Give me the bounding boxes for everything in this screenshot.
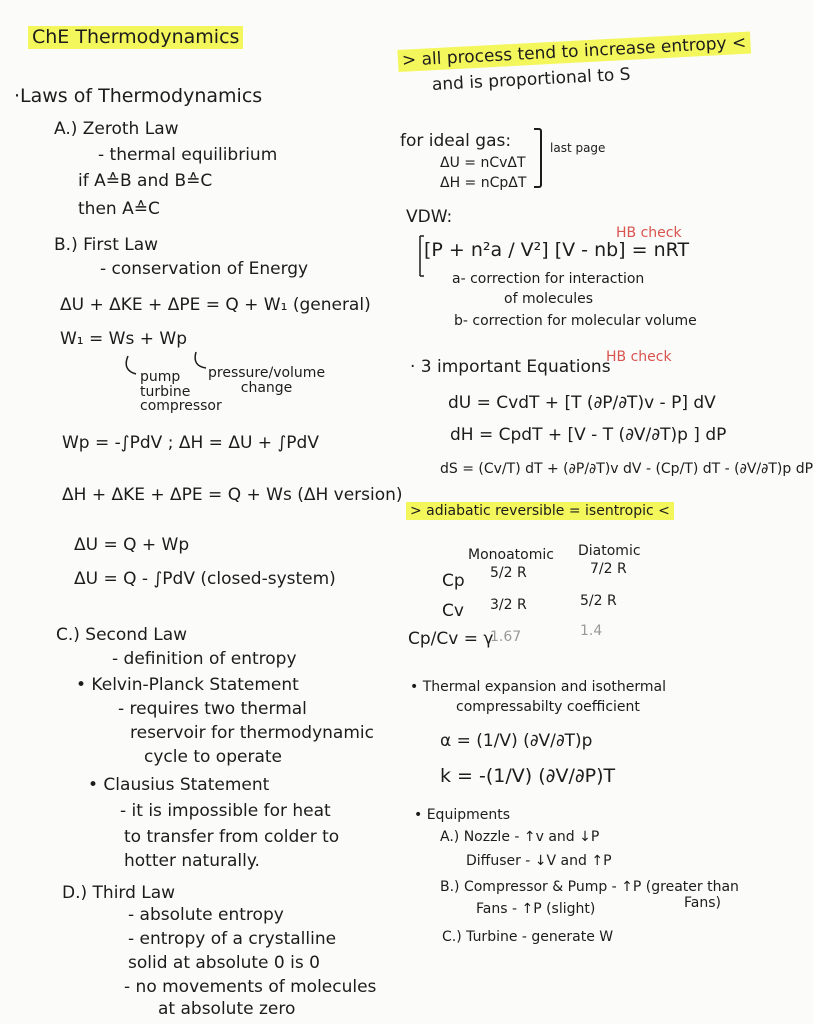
expansion-heading-2: compressabilty coefficient xyxy=(456,699,640,715)
equipment-line: Diffuser - ↓V and ↑P xyxy=(466,853,612,869)
eq-h: ΔH + ΔKE + ΔPE = Q + Ws (ΔH version) xyxy=(62,485,403,505)
adiabatic-note-text: > adiabatic reversible = isentropic < xyxy=(406,502,674,520)
table-cell: 1.4 xyxy=(580,623,603,639)
three-eq-check: HB check xyxy=(606,349,672,365)
eq-u1: ΔU = Q + Wp xyxy=(74,535,190,555)
second-line: - requires two thermal xyxy=(118,699,307,719)
third-line: at absolute zero xyxy=(158,999,296,1019)
wp-note: pressure/volume change xyxy=(208,365,326,396)
first-law-sub: - conservation of Energy xyxy=(100,259,309,279)
equipment-line: A.) Nozzle - ↑v and ↓P xyxy=(440,829,600,845)
eq-w1: W₁ = Ws + Wp xyxy=(60,329,187,349)
alpha-eq: α = (1/V) (∂V/∂T)p xyxy=(440,731,593,751)
vdw-eq: [P + n²a / V²] [V - nb] = nRT xyxy=(424,239,690,261)
arrow-curve-icon xyxy=(126,356,136,374)
zeroth-line: then A≙C xyxy=(78,199,160,219)
table-cell: 1.67 xyxy=(490,629,522,645)
second-line: - definition of entropy xyxy=(112,649,297,669)
zeroth-law-heading: A.) Zeroth Law xyxy=(54,119,179,139)
zeroth-line: - thermal equilibrium xyxy=(98,145,278,165)
second-law-heading: C.) Second Law xyxy=(56,625,188,645)
vdw-a-note: a- correction for interaction xyxy=(452,271,645,287)
three-eq-heading: · 3 important Equations xyxy=(410,357,611,377)
first-law-heading: B.) First Law xyxy=(54,235,159,255)
equipment-line: Fans) xyxy=(684,895,721,911)
expansion-heading: • Thermal expansion and isothermal xyxy=(410,679,667,695)
third-law-heading: D.) Third Law xyxy=(62,883,176,903)
eq-u2: ΔU = Q - ∫PdV (closed-system) xyxy=(74,569,336,589)
table-row-label: Cp xyxy=(442,571,465,591)
third-line: - entropy of a crystalline xyxy=(128,929,337,949)
laws-heading: ·Laws of Thermodynamics xyxy=(14,85,263,107)
vdw-a-note-2: of molecules xyxy=(504,291,594,307)
third-line: - no movements of molecules xyxy=(124,977,377,997)
equipment-heading: • Equipments xyxy=(414,807,510,823)
second-line: • Kelvin-Planck Statement xyxy=(76,675,299,695)
eq-wp: Wp = -∫PdV ; ΔH = ΔU + ∫PdV xyxy=(62,433,319,453)
eq-general: ΔU + ΔKE + ΔPE = Q + W₁ (general) xyxy=(60,295,371,315)
arrow-curve-icon xyxy=(195,352,206,368)
third-line: solid at absolute 0 is 0 xyxy=(128,953,320,973)
table-header: Diatomic xyxy=(578,543,641,559)
vdw-label: VDW: xyxy=(406,207,453,227)
equipment-line: B.) Compressor & Pump - ↑P (greater than xyxy=(440,879,739,895)
table-cell: 7/2 R xyxy=(590,561,627,577)
page-title: ChE Thermodynamics xyxy=(28,26,243,49)
table-cell: 5/2 R xyxy=(580,593,617,609)
table-row-label: Cv xyxy=(442,601,464,621)
second-line: hotter naturally. xyxy=(124,851,260,871)
kappa-eq: k = -(1/V) (∂V/∂P)T xyxy=(440,765,616,787)
bracket-left-icon xyxy=(420,236,424,276)
vdw-check: HB check xyxy=(616,225,682,241)
equipment-line: C.) Turbine - generate W xyxy=(442,929,614,945)
ideal-gas-eq1: ΔU = nCvΔT xyxy=(440,155,526,171)
entropy-note-1-text: > all process tend to increase entropy < xyxy=(397,32,750,72)
second-line: • Clausius Statement xyxy=(88,775,270,795)
table-cell: 3/2 R xyxy=(490,597,527,613)
third-line: - absolute entropy xyxy=(128,905,284,925)
table-cell: 5/2 R xyxy=(490,565,527,581)
second-line: reservoir for thermodynamic xyxy=(130,723,374,743)
table-header: Monoatomic xyxy=(468,547,554,563)
eq-ds: dS = (Cv/T) dT + (∂P/∂T)v dV - (Cp/T) dT - (∂V/∂T)p dP xyxy=(440,461,813,477)
eq-du: dU = CvdT + [T (∂P/∂T)v - P] dV xyxy=(448,393,716,413)
ws-note: pump turbine compressor xyxy=(140,369,222,415)
second-line: to transfer from colder to xyxy=(124,827,340,847)
eq-dh: dH = CpdT + [V - T (∂V/∂T)p ] dP xyxy=(450,425,727,445)
second-line: cycle to operate xyxy=(144,747,282,767)
vdw-b-note: b- correction for molecular volume xyxy=(454,313,697,329)
table-row-label: Cp/Cv = γ xyxy=(408,629,494,649)
entropy-note-2: and is proportional to S xyxy=(431,64,631,95)
ideal-gas-label: for ideal gas: xyxy=(400,131,512,151)
zeroth-line: if A≙B and B≙C xyxy=(78,171,213,191)
second-line: - it is impossible for heat xyxy=(120,801,331,821)
ideal-gas-side-note: last page xyxy=(550,141,606,155)
ideal-gas-eq2: ΔH = nCpΔT xyxy=(440,175,527,191)
equipment-line: Fans - ↑P (slight) xyxy=(476,901,596,917)
